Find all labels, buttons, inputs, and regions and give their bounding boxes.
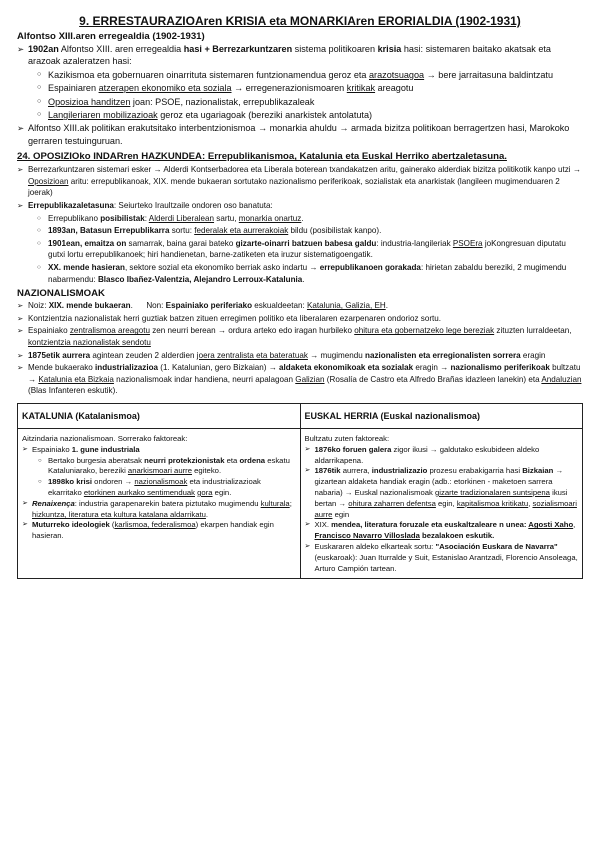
bullet-1902: ➢ 1902an Alfontso XIII. aren erregealdia hasi + Berrezarkuntzaren sistema politikoaren krisia hasi: sistemaren baitako akatsak eta arazoak azaleratzen hasi:: [17, 43, 583, 68]
bullet-zentralismoa: ➢ Espainiako zentralismoa areagotu zen neurri berean → ordura arteko edo iragan hurbileko ohitura eta gobernatzeko lege bereziak zituzten lurraldeetan, kontzientzia nazionalistak sendotu: [17, 325, 583, 348]
page-title: 9. ERRESTAURAZIOAren KRISIA eta MONARKIAren ERORIALDIA (1902-1931): [79, 14, 521, 28]
sub-bullet-xx-mende: ○ XX. mende hasieran, sektore sozial eta ekonomiko berriak asko indartu → errepublikanoen gorakada: hirietan zabaldu bereziki, 2 mugimendu nabarmendu: Blasco Ibañez-Valentzia, Alejandro Lerroux-Katalunia.: [17, 262, 583, 285]
euskal-item-1876-foruak: ➢ 1876ko foruen galera zigor ikusi → galdutako eskubideen aldeko aldarrikapena.: [305, 445, 579, 467]
cell-katalunia: [18, 428, 301, 578]
euskal-item-literatura: ➢ XIX. mendea, literatura foruzale eta euskaltzaleare n unea: Agosti Xaho, Francisco Navarro Villoslada bezalakoen eskutik.: [305, 520, 579, 542]
katalunia-subitem-1898: ○ 1898ko krisi ondoren → nazionalismoak eta industrializazioak ekarritako etorkinen aurkako sentimenduak gora egin.: [22, 477, 296, 499]
bullet-industrializazioa: ➢ Mende bukaerako industrializazioa (1. Katalunian, gero Bizkaian) → aldaketa ekonomikoak eta sozialak eragin → nazionalismo periferikoak bultzatu → Katalunia eta Bizkaia nazionalismoak indar handiena, neurri apalagoan Galizian (Rosalía de Castro eta Alfredo Brañas idazleen lanekin) eta Andaluzian (Blas Infanteren eskutik).: [17, 362, 583, 397]
sub-bullet-langileria: ○ Langileriaren mobilizazioak geroz eta ugariagoak (bereziki anarkistek antolatuta): [17, 109, 583, 121]
bullet-errepublikazaletasuna: ➢ Errepublikazaletasuna: Seiurteko Iraultzaile ondoren oso banatuta:: [17, 200, 583, 212]
sub-bullet-kazikismoa: ○ Kazikismoa eta gobernuaren oinarrituta sistemaren funtzionamendua geroz eta arazotsuagoa → bere jarraitasuna baldintzatu: [17, 69, 583, 81]
bullet-kontzientzia: ➢ Kontzientzia nazionalistak herri guztiak batzen zituen erregimen politiko eta liberalaren ezarpenaren ondorioz sortu.: [17, 313, 583, 325]
sub-bullet-1893: ○ 1893an, Batasun Errepublikarra sortu: federalak eta aurrerakoiak bildu (posibilistak kanpo).: [17, 225, 583, 237]
header-euskal-herria: EUSKAL HERRIA (Euskal nazionalismoa): [300, 403, 583, 428]
bullet-interbentzionismoa: ➢ Alfontso XIII.ak politikan erakutsitako interbentzionismoa → monarkia ahuldu → armada bizitza politikoan berragertzen hasi, Marokoko gerraren testuinguruan.: [17, 122, 583, 147]
katalunia-item-ideologiak: ➢ Muturreko ideologiek (karlismoa, federalismoa) ekarpen handiak egin hasieran.: [22, 520, 296, 542]
bullet-noiz-non: ➢ Noiz: XIX. mende bukaeran. Non: Espainiako periferiako eskualdeetan: Katalunia, Galizia, EH.: [17, 300, 583, 312]
cell-euskal-herria: [300, 428, 583, 578]
katalunia-subitem-burgesia: ○ Bertako burgesia aberatsak neurri protekzionistak eta ordena eskatu Kataluniarako, bereziki anarkismoari aurre egiteko.: [22, 456, 296, 478]
katalunia-item-industriala: ➢ Espainiako 1. gune industriala: [22, 445, 296, 456]
header-katalunia: KATALUNIA (Katalanismoa): [18, 403, 301, 428]
bullet-berrezarkuntza: ➢ Berrezarkuntzaren sistemari esker → Alderdi Kontserbadorea eta Liberala boterean txandakatzen aritu, gainerako alderdiak bizitza politikotik kanpo utzi → Oposizioan aritu: errepublikanoak, XIX. mende bukaeran sortutako nazionalismo periferikoak, sozialistak eta anarkistak (langileen mugimenduaren 2 joerak): [17, 164, 583, 199]
euskal-item-elkarteak: ➢ Euskararen aldeko elkarteak sortu: "Asociación Euskara de Navarra" (euskaroak): Juan Iturralde y Suit, Estanislao Arantzadi, Florencio Ansoleaga, Arturo Campión tartean.: [305, 542, 579, 574]
bullet-1875: ➢ 1875etik aurrera agintean zeuden 2 alderdien joera zentralista eta bateratuak → mugimendu nazionalisten eta erregionalisten sorrera eragin: [17, 350, 583, 362]
section-heading-oposizioa: 24. OPOSIZIOko INDARren HAZKUNDEA: Errepublikanismoa, Katalunia eta Euskal Herriko abertzaletasuna.: [17, 151, 507, 163]
section-heading-alfontso: Alfontso XIII.aren erregealdia (1902-1931): [17, 31, 205, 42]
sub-bullet-oposizioa: ○ Oposizioa handitzen joan: PSOE, nazionalistak, errepublikazaleak: [17, 96, 583, 108]
euskal-item-industrializazioa: ➢ 1876tik aurrera, industrializazio prozesu erabakigarria hasi Bizkaian → gizartean aldaketa handiak eragin (adb.: etorkinen - maketoen sarrera nabaria) → Euskal nazionalismoak gizarte tradizionalaren suntsipena ikusi bertan → ohitura zaharren defentsa egin, kapitalismoa kritikatu, sozialismoari aurre egin: [305, 466, 579, 520]
sub-bullet-atzerapen: ○ Espainiaren atzerapen ekonomiko eta soziala → erregenerazionismoaren kritikak areagotu: [17, 82, 583, 94]
katalunia-item-renaixenca: ➢ Renaixença: industria garapenarekin batera piztutako mugimendu kulturala; hizkuntza, literatura eta kultura katalana aldarrikatu.: [22, 499, 296, 521]
sub-bullet-posibilistak: ○ Errepublikano posibilistak: Alderdi Liberalean sartu, monarkia onartuz.: [17, 213, 583, 225]
comparison-table: [17, 403, 583, 579]
katalunia-intro: Aitzindaria nazionalismoan. Sorrerako faktoreak:: [22, 433, 188, 443]
euskal-intro: Bultzatu zuten faktoreak:: [304, 433, 390, 443]
sub-bullet-1901: ○ 1901ean, emaitza on samarrak, baina garai bateko gizarte-oinarri batzuen babesa galdu: industria-langileriak PSOEra joKongresuan diputatu gutxi lortu errepublikanoek; hiri handienetan, barne-zatiketen eta iruzur sistematigoengatik.: [17, 238, 583, 261]
section-heading-nazionalismoak: NAZIONALISMOAK: [17, 288, 105, 300]
